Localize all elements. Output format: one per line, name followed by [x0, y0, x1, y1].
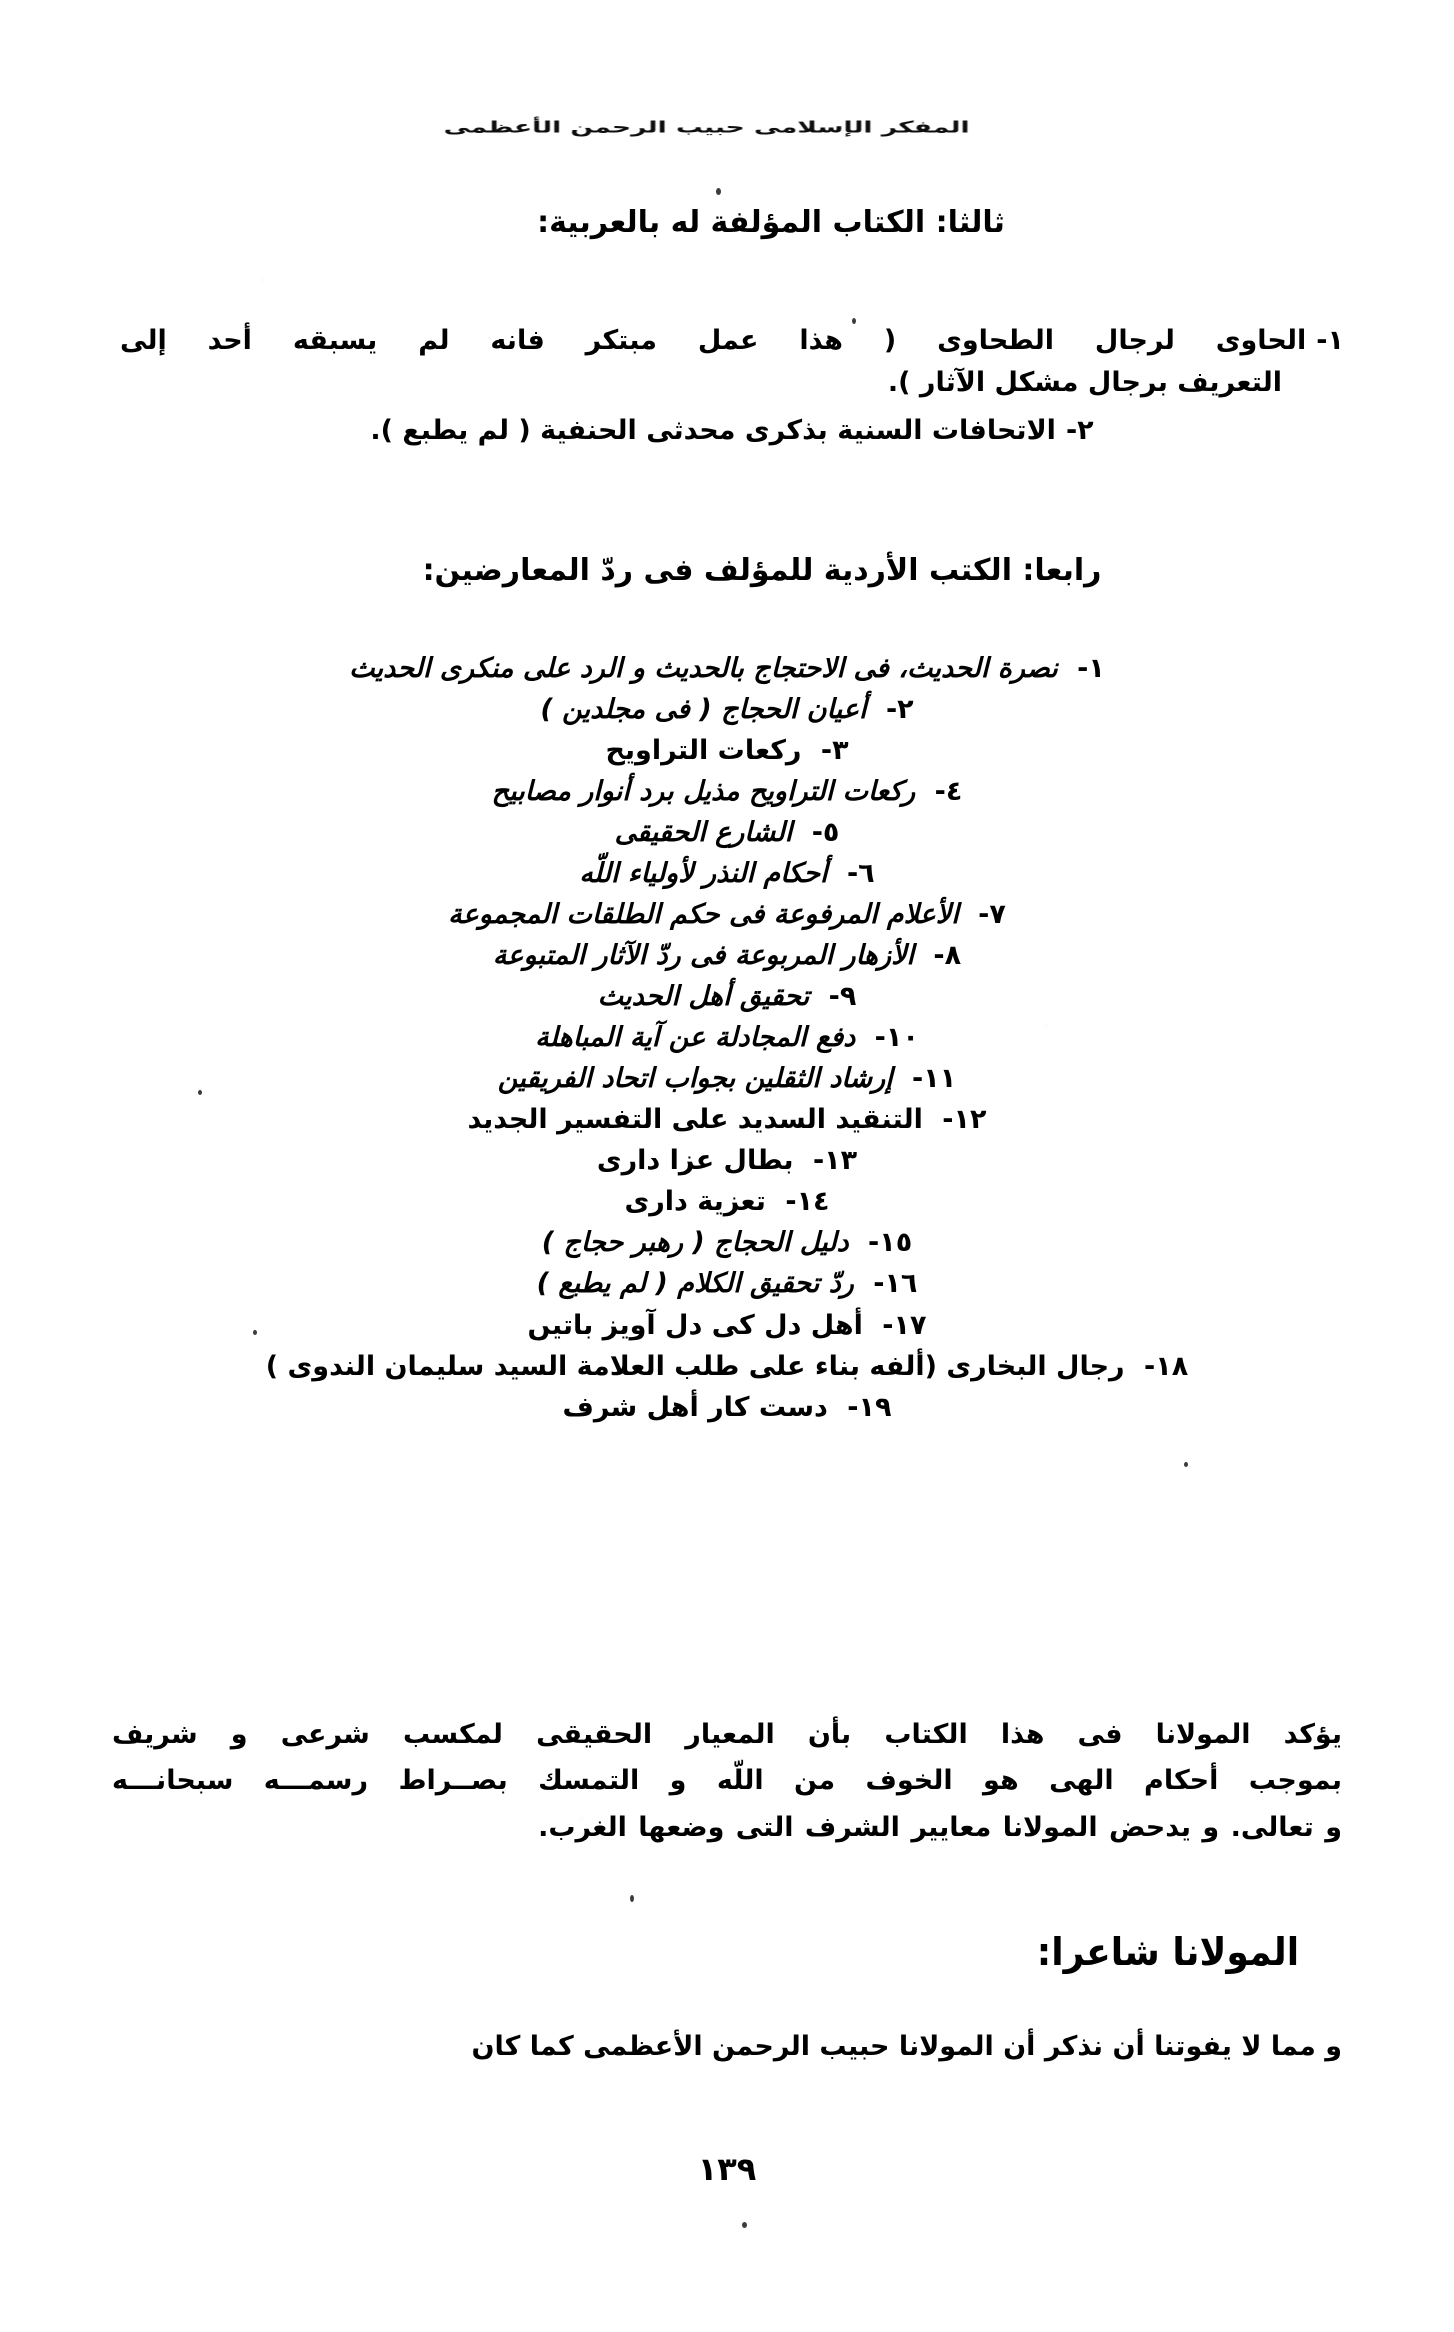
list-item	[0, 1140, 1454, 1181]
list-item-number: ١-	[1316, 325, 1344, 356]
list-item-number: ٨-	[933, 940, 962, 972]
list-item-text: ردّ تحقيق الكلام ( لم يطبع )	[536, 1268, 854, 1300]
list-item-text: بطال عزا دارى	[596, 1145, 794, 1177]
list-item	[0, 976, 1454, 1017]
list-item	[0, 812, 1454, 853]
list-item	[0, 935, 1454, 976]
page-number: ١٣٩	[697, 2150, 757, 2188]
list-item	[0, 648, 1454, 689]
running-header: المفكر الإسلامى حبيب الرحمن الأعظمى	[443, 118, 970, 137]
list-item-text: الحاوى لرجال الطحاوى ( هذا عمل مبتكر فانه لم يسبقه أحد إلى	[120, 325, 1307, 356]
list-item-text: رجال البخارى (ألفه بناء على طلب العلامة السيد سليمان الندوى )	[265, 1350, 1125, 1382]
list-item	[0, 1305, 1454, 1346]
list-item-number: ١٧-	[882, 1309, 927, 1341]
list-item-text: نصرة الحديث، فى الاحتجاج بالحديث و الرد على منكرى الحديث	[349, 653, 1058, 684]
list-item-number: ١٣-	[812, 1145, 858, 1177]
list-item-number: ١٥-	[868, 1227, 913, 1259]
list-item-text: الأزهار المربوعة فى ردّ الآثار المتبوعة	[492, 940, 914, 972]
list-item-text: دست كار أهل شرف	[562, 1391, 828, 1423]
list-item-text: الاتحافات السنية بذكرى محدثى الحنفية ( لم يطبع ).	[370, 414, 1056, 446]
closing-paragraph-line: بموجب أحكام الهى هو الخوف من اللّه و التمسك بصــراط رسمـــه سبحانـــه	[112, 1765, 1342, 1797]
urdu-books-list	[0, 648, 1454, 1428]
scan-speck	[742, 2222, 747, 2228]
list-item-text: دفع المجادلة عن آية المباهلة	[535, 1022, 856, 1054]
list-item	[0, 771, 1454, 812]
list-item-number: ٢-	[1065, 414, 1094, 446]
list-item-number: ١٠-	[874, 1022, 919, 1054]
list-item-text: تعزية دارى	[624, 1186, 766, 1218]
list-item-text: أحكام النذر لأولياء اللّه	[579, 858, 828, 890]
list-item	[0, 1058, 1454, 1099]
list-item-text: الأعلام المرفوعة فى حكم الطلقات المجموعة	[448, 899, 959, 931]
list-item-number: ١٢-	[942, 1104, 987, 1136]
list-item	[0, 853, 1454, 894]
scan-speck	[1184, 1462, 1188, 1467]
list-item-text: تحقيق أهل الحديث	[597, 981, 810, 1013]
list-item	[120, 320, 1344, 362]
list-item-text: ركعات التراويح	[605, 735, 802, 767]
list-item-number: ٧-	[978, 899, 1006, 931]
scan-speck	[852, 318, 856, 324]
list-item-number: ٩-	[828, 981, 857, 1013]
list-item	[0, 1346, 1454, 1387]
list-item-number: ١٨-	[1144, 1350, 1189, 1382]
list-item-text: الشارع الحقيقى	[614, 817, 793, 849]
heading-urdu-books: رابعا: الكتب الأردية للمؤلف فى ردّ المعارضين:	[422, 553, 1102, 588]
list-item-text: ركعات التراويح مذيل برد أنوار مصابيح	[491, 776, 916, 808]
heading-arabic-books: ثالثا: الكتاب المؤلفة له بالعربية:	[537, 205, 1005, 240]
closing-paragraph	[112, 1712, 1342, 1851]
closing-paragraph-line: و تعالى. و يدحض المولانا معايير الشرف التى وضعها الغرب.	[538, 1811, 1342, 1843]
scan-speck	[630, 1895, 634, 1902]
arabic-books-list	[120, 320, 1344, 452]
poet-section-paragraph: و مما لا يفوتنا أن نذكر أن المولانا حبيب الرحمن الأعظمى كما كان	[471, 2031, 1342, 2062]
heading-poet-section: المولانا شاعرا:	[1036, 1930, 1299, 1974]
list-item-number: ١٦-	[873, 1268, 918, 1300]
list-item-continuation	[120, 362, 1344, 404]
scan-speck	[253, 1330, 257, 1335]
list-item	[0, 730, 1454, 771]
list-item-number: ١-	[1077, 653, 1105, 684]
list-item	[0, 689, 1454, 730]
list-item-text: التنقيد السديد على التفسير الجديد	[467, 1104, 923, 1136]
list-item-number: ٥-	[811, 817, 840, 849]
closing-paragraph-line: يؤكد المولانا فى هذا الكتاب بأن المعيار الحقيقى لمكسب شرعى و شريف	[112, 1719, 1342, 1750]
list-item	[0, 894, 1454, 935]
list-item	[120, 410, 1344, 452]
list-item	[0, 1017, 1454, 1058]
list-item-text: أهل دل كى دل آويز باتيں	[527, 1309, 863, 1341]
list-item-text: أعيان الحجاج ( فى مجلدين )	[540, 694, 867, 726]
list-item	[0, 1263, 1454, 1304]
list-item-number: ١٤-	[785, 1186, 830, 1218]
list-item-number: ٢-	[885, 694, 914, 726]
list-item-text: دليل الحجاج ( رهبر حجاج )	[541, 1227, 849, 1259]
list-item-number: ٤-	[934, 776, 963, 808]
list-item	[0, 1222, 1454, 1263]
scan-speck	[716, 188, 721, 195]
list-item	[0, 1181, 1454, 1222]
list-item-number: ٣-	[820, 735, 849, 767]
list-item-number: ٦-	[846, 858, 875, 890]
scan-speck	[198, 1090, 202, 1095]
list-item-number: ١١-	[912, 1063, 957, 1095]
list-item-text: إرشاد الثقلين بجواب اتحاد الفريقين	[497, 1063, 893, 1095]
list-item	[0, 1099, 1454, 1140]
list-item-number: ١٩-	[847, 1391, 892, 1423]
list-item-text-continued: التعريف برجال مشكل الآثار ).	[887, 366, 1282, 398]
list-item	[0, 1387, 1454, 1428]
